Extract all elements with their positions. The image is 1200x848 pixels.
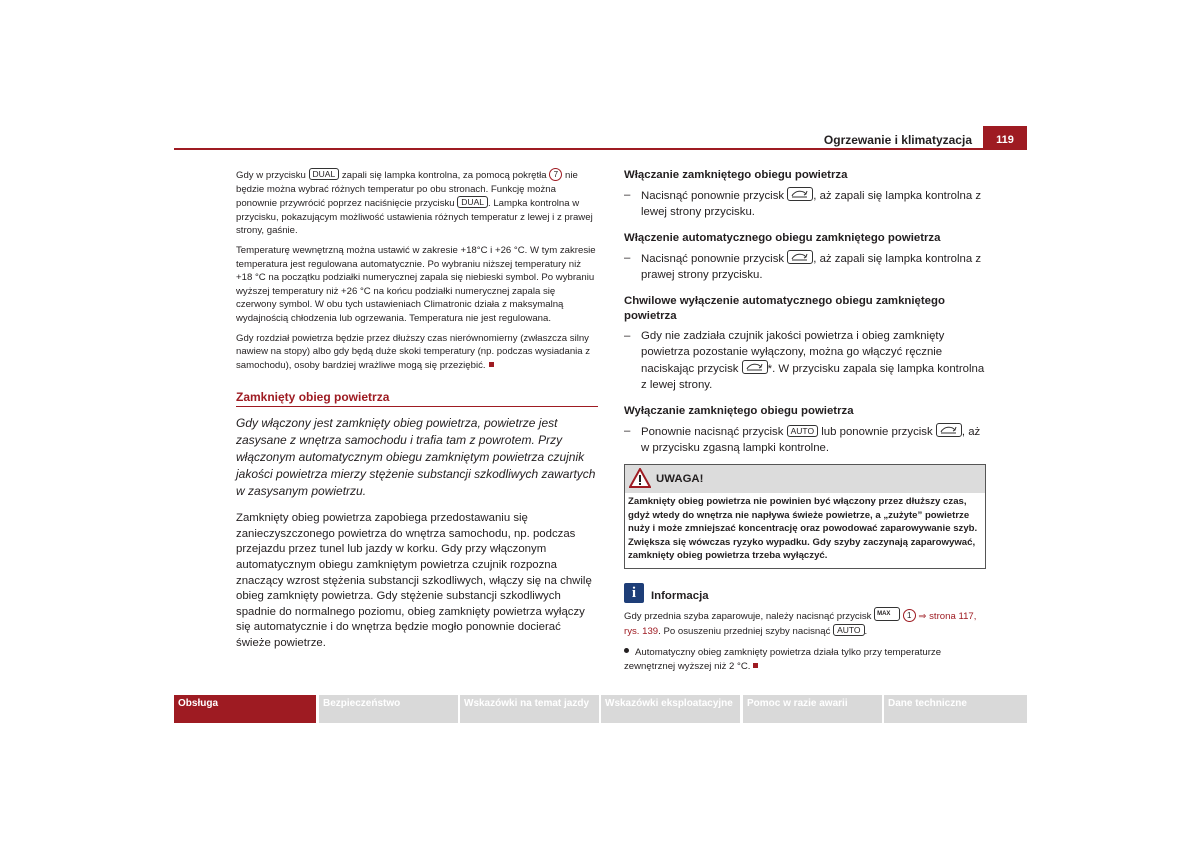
page-reference-link[interactable]: ⇒ strona 117, rys. 139	[624, 610, 977, 637]
text: . Po osuszeniu przedniej szyby nacisnąć	[658, 625, 834, 637]
step	[624, 423, 986, 456]
max-label: MAX	[877, 610, 891, 617]
chapter-navigation	[174, 695, 1027, 723]
text: Gdy w przycisku	[236, 170, 309, 181]
text: lub ponownie przycisk	[818, 426, 936, 438]
info-bullet	[624, 646, 986, 673]
left-column	[236, 168, 598, 652]
step-block-1	[624, 168, 986, 220]
text: Gdy nie zadziała czujnik jakości powietrza i obieg zamknięty powietrza pozostanie wyłączony, można go włączyć ręcznie naciskając przycisk	[641, 330, 945, 375]
recirculation-button-icon	[787, 250, 813, 264]
header-rule	[174, 148, 1027, 150]
warning-box	[624, 464, 986, 569]
section-body: Zamknięty obieg powietrza zapobiega przedostawaniu się zanieczyszczonego powietrza do wnętrza samochodu, np. podczas przejazdu przez tunel lub jazdy w korku. Gdy przy włączonym automatycznym obiegu zamkniętym powietrza czujnik rozpozna znaczący wzrost stężenia substancji szkodliwych, włączy się na chwilę obieg zamknięty powietrza. Gdy stężenie substancji szkodliwych spadnie do normalnego poziomu, obieg zamknięty powietrza wyłączy się automatycznie i do wnętrza będzie mogło ponownie docierać świeże powietrze.	[236, 512, 592, 650]
step-heading: Włączanie zamkniętego obiegu powietrza	[624, 169, 848, 181]
text: .	[864, 625, 868, 637]
nav-item-bezpieczenstwo[interactable]: Bezpieczeństwo	[319, 695, 458, 723]
step	[624, 187, 986, 220]
text: , aż zapali się lampka kontrolna z lewej strony przycisku.	[641, 190, 982, 218]
callout-7: 7	[549, 168, 562, 181]
text: , aż zapali się lampka kontrolna z prawej strony przycisku.	[641, 253, 982, 281]
step-heading: Wyłączanie zamkniętego obiegu powietrza	[624, 405, 854, 417]
paragraph-dual	[236, 168, 598, 238]
text: Nacisnąć ponownie przycisk	[641, 253, 788, 265]
warning-title: UWAGA!	[656, 473, 704, 485]
warning-header	[625, 465, 985, 493]
end-mark	[489, 362, 494, 367]
paragraph-airflow	[236, 332, 598, 373]
step	[624, 328, 986, 393]
text: Gdy przednia szyba zaparowuje, należy nacisnąć przycisk	[624, 610, 875, 622]
text: Automatyczny obieg zamknięty powietrza działa tylko przy temperaturze zewnętrznej wyższej niż 2 °C.	[624, 647, 942, 672]
max-defrost-button-icon	[874, 607, 900, 621]
dash: –	[624, 252, 631, 264]
text: nie będzie można wybrać różnych temperatur po obu stronach. Funkcję można ponownie przywrócić poprzez naciśnięcie przycisku	[236, 170, 578, 210]
info-header	[624, 583, 986, 605]
chapter-title: Ogrzewanie i klimatyzacja	[823, 133, 972, 147]
recirculation-button-icon	[787, 187, 813, 201]
info-icon: i	[624, 583, 644, 603]
warning-triangle-icon	[629, 468, 651, 488]
recirculation-button-icon	[936, 423, 962, 437]
section-intro: Gdy włączony jest zamknięty obieg powietrza, powietrze jest zasysane z wnętrza samochodu i trafia tam z powrotem. Przy włączonym automatycznym obiegu zamkniętym powietrza czujnik jakości powietrza mierzy stężenie substancji szkodliwych zawartych w zasysanym powietrzu.	[236, 416, 596, 498]
nav-item-dane-techniczne[interactable]: Dane techniczne	[884, 695, 1027, 723]
dash: –	[624, 330, 631, 342]
step-heading: Chwilowe wyłączenie automatycznego obiegu zamkniętego powietrza	[624, 295, 945, 322]
step-block-4	[624, 404, 986, 456]
step	[624, 250, 986, 283]
info-title: Informacja	[651, 589, 709, 602]
text: zapali się lampka kontrolna, za pomocą pokrętła	[339, 170, 550, 181]
info-text	[624, 607, 986, 638]
nav-item-wskazowki-jazdy[interactable]: Wskazówki na temat jazdy	[460, 695, 599, 723]
nav-item-obsluga[interactable]: Obsługa	[174, 695, 316, 723]
text: Gdy rozdział powietrza będzie przez dłuższy czas nierównomierny (zwłaszcza silny nawiew na stopy) albo gdy będą duże skoki temperatury (np. podczas wysiadania z samochodu), osoby bardziej wrażliwe mogą się przeziębić.	[236, 332, 591, 371]
text: Ponownie nacisnąć przycisk	[641, 426, 787, 438]
dash: –	[624, 425, 631, 437]
callout-1: 1	[903, 609, 916, 622]
dual-key: DUAL	[309, 168, 340, 180]
text: . Lampka kontrolna w przycisku, pokazującym możliwość ustawienia różnych temperatur z lewej i z prawej strony, gaśnie.	[236, 198, 593, 237]
nav-item-wskazowki-eksploatacyjne[interactable]: Wskazówki eksploatacyjne	[601, 695, 740, 723]
text: , aż w przycisku zgasną lampki kontrolne.	[641, 426, 981, 454]
step-block-3	[624, 294, 986, 393]
section-title: Zamknięty obieg powietrza	[236, 390, 598, 407]
text: Nacisnąć ponownie przycisk	[641, 190, 788, 202]
page-number: 119	[983, 126, 1027, 149]
nav-item-pomoc[interactable]: Pomoc w razie awarii	[743, 695, 882, 723]
warning-text: Zamknięty obieg powietrza nie powinien być włączony przez dłuższy czas, gdyż wtedy do wnętrza nie napływa świeże powietrze, a „zużyte” powietrze nuży i może zmniejszać koncentrację oraz powodować zaparowywanie szyb. Zwiększa się wówczas ryzyko wypadku. Gdy szyby zaczynają zaparowywać, zamknięty obieg powietrza trzeba wyłączyć.	[628, 496, 978, 562]
paragraph-temperature: Temperaturę wewnętrzną można ustawić w zakresie +18°C i +26 °C. W tym zakresie temperatura jest regulowana automatycznie. Po wybraniu niższej temperatury niż +18 °C na początku podziałki numerycznej zapala się niebieski symbol. Po wybraniu wyższej temperatury niż +26 °C na końcu podziałki numerycznej zapala się czerwony symbol. W obu tych ustawieniach Climatronic działa z maksymalną wydajnością chłodzenia lub ogrzewania. Temperatura nie jest regulowana.	[236, 244, 596, 324]
auto-key: AUTO	[787, 425, 818, 437]
dual-key: DUAL	[457, 196, 488, 208]
step-heading: Włączenie automatycznego obiegu zamkniętego powietrza	[624, 232, 941, 244]
text: *. W przycisku zapala się lampka kontrolna z lewej strony.	[641, 363, 985, 391]
auto-key: AUTO	[833, 624, 864, 636]
step-block-2	[624, 231, 986, 283]
end-mark	[753, 663, 758, 668]
dash: –	[624, 189, 631, 201]
recirculation-button-icon	[742, 360, 768, 374]
bullet-dot	[624, 648, 629, 653]
right-column	[624, 168, 986, 673]
